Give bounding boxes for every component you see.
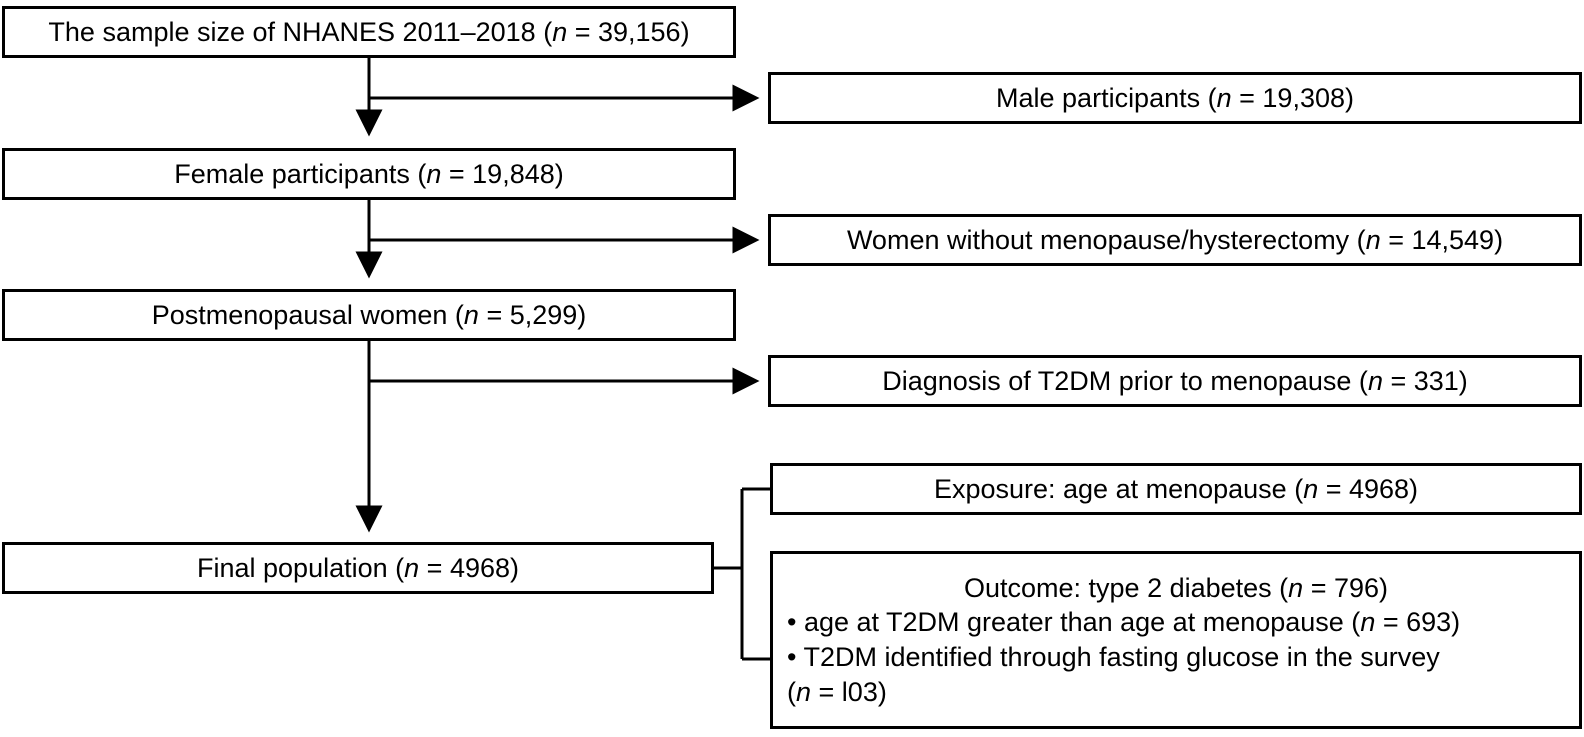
node-t2dm-prior-excluded-label: Diagnosis of T2DM prior to menopause (n = 331) [882, 365, 1468, 396]
node-outcome-title: Outcome: type 2 diabetes (n = 796) [963, 572, 1388, 603]
node-final-population-label: Final population (n = 4968) [197, 552, 519, 583]
node-outcome-bullet-3: (n = l03) [787, 676, 887, 707]
node-outcome [770, 551, 1582, 729]
node-no-menopause-excluded [768, 214, 1582, 266]
node-female-participants-label: Female participants (n = 19,848) [174, 158, 564, 189]
node-t2dm-prior-excluded [768, 355, 1582, 407]
node-postmenopausal-women-label: Postmenopausal women (n = 5,299) [151, 299, 587, 330]
node-exposure [770, 463, 1582, 515]
node-female-participants [2, 148, 736, 200]
node-source-sample-label: The sample size of NHANES 2011–2018 (n = 39,156) [48, 16, 690, 47]
node-postmenopausal-women [2, 289, 736, 341]
node-exposure-label: Exposure: age at menopause (n = 4968) [933, 473, 1419, 504]
node-male-excluded-label: Male participants (n = 19,308) [996, 82, 1354, 113]
node-source-sample [2, 6, 736, 58]
node-outcome-bullet-1: • age at T2DM greater than age at menopause (n = 693) [787, 607, 1461, 638]
node-no-menopause-excluded-label: Women without menopause/hysterectomy (n = 14,549) [846, 224, 1504, 255]
node-outcome-bullet-2: • T2DM identified through fasting glucose in the survey [787, 642, 1440, 672]
node-male-excluded [768, 72, 1582, 124]
node-final-population [2, 542, 714, 594]
